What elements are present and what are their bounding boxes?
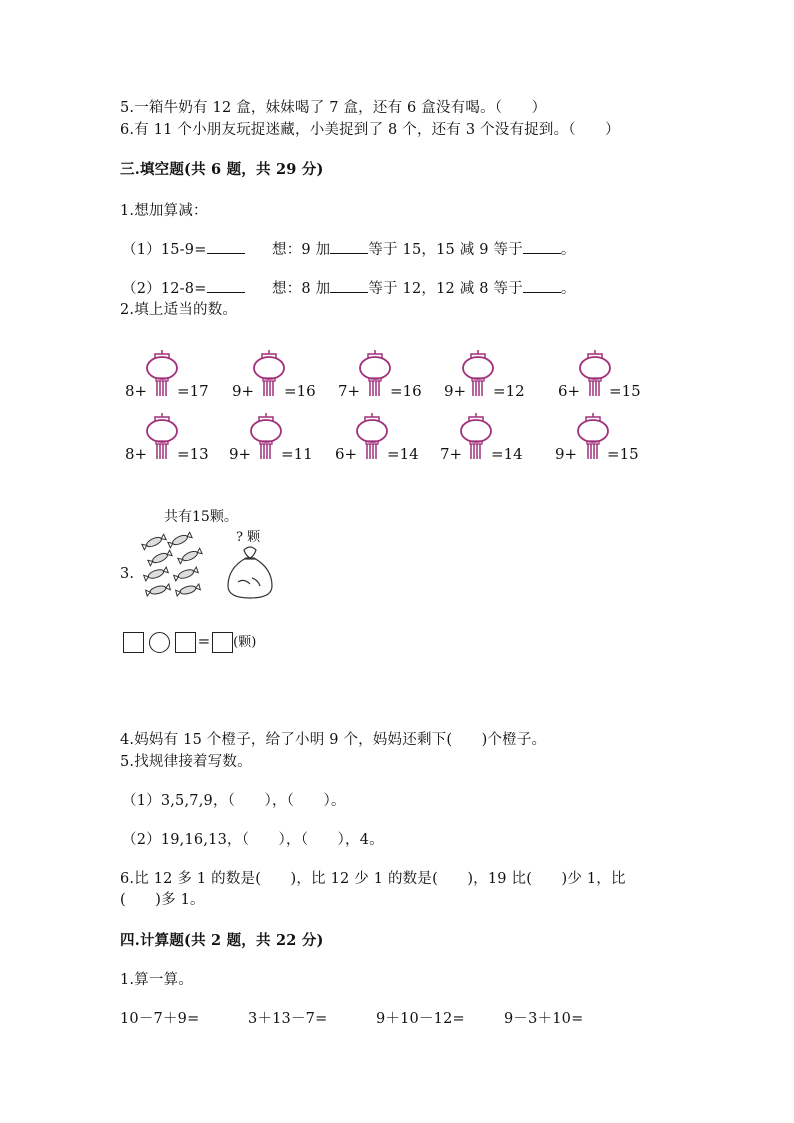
q4-text: 4.妈妈有 15 个橙子，给了小明 9 个，妈妈还剩下( )个橙子。 [120, 732, 547, 748]
q1-line2-left: （2）12-8= [122, 281, 207, 297]
lantern-eq-left: 7+ [440, 445, 463, 463]
q5-title: 5.找规律接着写数。 [120, 754, 252, 770]
q1-line1-mid1: 想：9 加 [272, 242, 331, 258]
q3-unit: (颗) [233, 635, 257, 650]
q3-caption: 共有15颗。 [164, 509, 238, 525]
lantern-eq-right: =17 [177, 382, 209, 400]
q1-line1 [122, 238, 245, 259]
lantern-eq-right: =15 [609, 382, 641, 400]
q6-line2: ( )多 1。 [120, 892, 205, 908]
lantern-icon[interactable] [352, 413, 392, 463]
equation-box[interactable] [175, 632, 196, 653]
lantern-icon[interactable] [249, 350, 289, 400]
lantern-eq-right: =16 [284, 382, 316, 400]
lantern-icon[interactable] [456, 413, 496, 463]
lantern-eq-left: 9+ [232, 382, 255, 400]
lantern-eq-left: 9+ [555, 445, 578, 463]
q1-line1-end: 。 [560, 242, 576, 258]
q1-line2-end: 。 [560, 281, 576, 297]
answer-blank[interactable] [330, 241, 368, 254]
lantern-eq-right: =13 [177, 445, 209, 463]
q1-line2-mid2: 等于 12，12 减 8 等于 [368, 281, 523, 297]
lantern-icon[interactable] [355, 350, 395, 400]
q2-title: 2.填上适当的数。 [120, 302, 238, 318]
q1-line1-left: （1）15-9= [122, 242, 207, 258]
lantern-icon[interactable] [142, 350, 182, 400]
calc-problem: 9－3＋10= [504, 1011, 584, 1027]
equals-sign: = [197, 632, 211, 650]
lantern-eq-left: 6+ [335, 445, 358, 463]
equation-box[interactable] [212, 632, 233, 653]
q1-line2 [122, 277, 245, 298]
answer-blank[interactable] [330, 280, 368, 293]
judge-q6: 6.有 11 个小朋友玩捉迷藏，小美捉到了 8 个，还有 3 个没有捉到。（ ） [120, 122, 620, 138]
section4-heading: 四.计算题(共 2 题，共 22 分) [120, 932, 324, 949]
q5-line1: （1）3,5,7,9，（ ），（ ）。 [122, 793, 346, 809]
q1-line1-think [272, 238, 576, 259]
lantern-eq-left: 9+ [444, 382, 467, 400]
judge-q5: 5.一箱牛奶有 12 盒，妹妹喝了 7 盒，还有 6 盒没有喝。（ ） [120, 100, 547, 116]
lantern-eq-right: =14 [491, 445, 523, 463]
q3-equation [123, 631, 256, 653]
bag-icon [222, 542, 278, 600]
q6-line1: 6.比 12 多 1 的数是( )，比 12 少 1 的数是( )，19 比( )少 1，比 [120, 871, 626, 887]
lantern-eq-right: =12 [493, 382, 525, 400]
q1-title: 1.想加算减： [120, 203, 208, 219]
calc-problem: 9＋10－12= [376, 1011, 465, 1027]
q1-line1-mid2: 等于 15，15 减 9 等于 [368, 242, 523, 258]
lantern-eq-right: =16 [390, 382, 422, 400]
q5-line2: （2）19,16,13，（ ），（ ），4。 [122, 832, 384, 848]
operator-circle[interactable] [149, 632, 170, 653]
q1-line2-think [272, 277, 576, 298]
q1-line2-mid1: 想：8 加 [272, 281, 331, 297]
lantern-eq-left: 9+ [229, 445, 252, 463]
lantern-eq-left: 6+ [558, 382, 581, 400]
lantern-eq-right: =14 [387, 445, 419, 463]
lantern-eq-left: 8+ [125, 445, 148, 463]
calc-problem: 10－7＋9= [120, 1011, 200, 1027]
answer-blank[interactable] [523, 241, 561, 254]
candies-illustration [140, 530, 210, 600]
answer-blank[interactable] [207, 241, 245, 254]
lantern-eq-left: 7+ [338, 382, 361, 400]
section3-heading: 三.填空题(共 6 题，共 29 分) [120, 161, 324, 178]
q3-bag-label: ? 颗 [236, 530, 261, 545]
lantern-eq-right: =11 [281, 445, 313, 463]
section4-q1-title: 1.算一算。 [120, 972, 194, 988]
answer-blank[interactable] [207, 280, 245, 293]
lantern-icon[interactable] [458, 350, 498, 400]
lantern-eq-right: =15 [607, 445, 639, 463]
equation-box[interactable] [123, 632, 144, 653]
lantern-icon[interactable] [246, 413, 286, 463]
calc-problem: 3＋13－7= [248, 1011, 328, 1027]
answer-blank[interactable] [523, 280, 561, 293]
lantern-icon[interactable] [142, 413, 182, 463]
q3-number: 3. [120, 566, 135, 582]
lantern-eq-left: 8+ [125, 382, 148, 400]
